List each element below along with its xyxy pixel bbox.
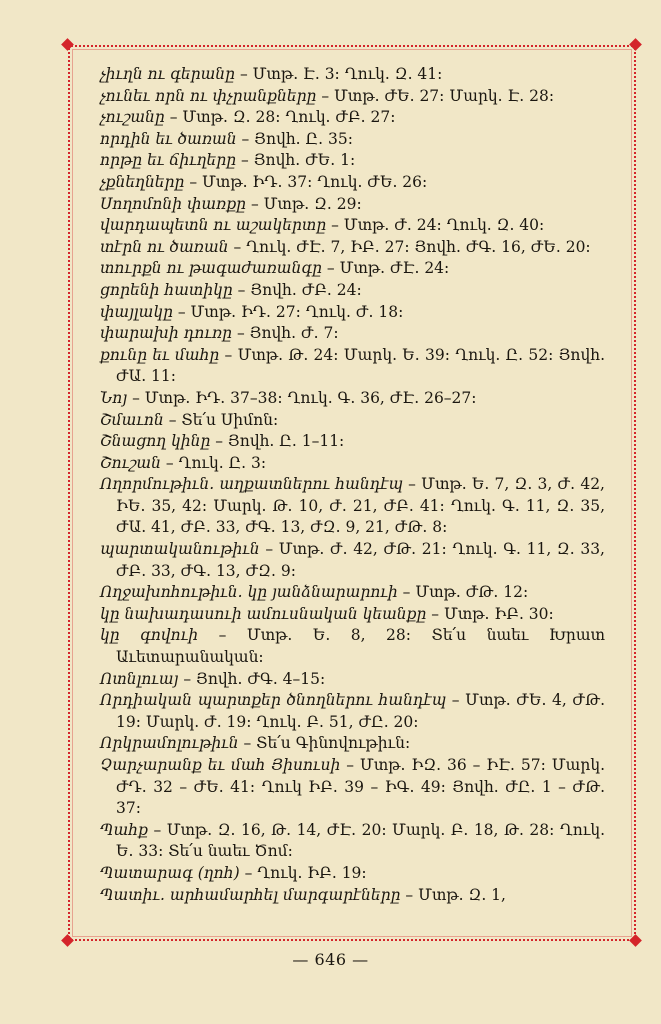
entry-heading: Որդիական պարտքեր ծնողներու հանդէպ <box>100 691 447 710</box>
entry-heading: չիւղն ու գերանը <box>100 65 236 83</box>
entry-references: – Մտթ. Է. 3: Ղուկ. Զ. 41: <box>235 65 443 83</box>
index-entry <box>100 280 605 302</box>
index-entry <box>100 194 605 216</box>
entry-heading: վարդապետն ու աշակերտը <box>100 216 327 235</box>
entry-references: – Յովհ. ԺԲ. 24: <box>232 280 362 299</box>
entry-heading: քունը եւ մահը <box>100 345 220 364</box>
entry-references: – Մտթ. ԺԵ. 4, ԺԹ. 19: Մարկ. Ժ. 19: Ղուկ. Բ. 51, ԺԸ. 20: <box>116 691 605 731</box>
entry-references: – Մտթ. Զ. 1, <box>400 885 506 904</box>
entry-heading: Պատիւ. արհամարհել մարգարէները <box>100 885 401 904</box>
index-entry <box>100 410 605 432</box>
index-entry <box>100 388 605 410</box>
entry-references: – Յովհ. Ը. 35: <box>236 129 353 148</box>
index-entry <box>100 453 605 475</box>
index-entry <box>100 431 605 453</box>
index-entry <box>100 323 605 345</box>
index-entry <box>100 669 605 691</box>
entry-references: – Մտթ. ԻԴ. 27: Ղուկ. Ժ. 18: <box>172 302 404 321</box>
entry-references: – Մտթ. Թ. 24: Մարկ. Ե. 39: Ղուկ. Ը. 52: Յովհ. ԺԱ. 11: <box>116 345 606 386</box>
entry-references: – Մտթ. ԺԵ. 27: Մարկ. Է. 28: <box>316 86 555 105</box>
entry-references: – Ղուկ. Ը. 3: <box>160 453 267 472</box>
entry-heading: Չարչարանք եւ մահ Յիսուսի <box>100 756 341 774</box>
entry-heading: տուրքն ու թագաժառանգը <box>100 259 322 278</box>
index-entry <box>100 539 605 582</box>
entry-heading: որդին եւ ծառան <box>100 129 237 148</box>
entry-references: – Մտթ. Զ. 16, Թ. 14, ԺԷ. 20: Մարկ. Բ. 18, Թ. 28: Ղուկ. Ե. 33: Տե՛ս նաեւ Ծոմ: <box>116 820 605 861</box>
index-entry <box>100 302 605 324</box>
entry-references: – Մտթ. Ժ. 24: Ղուկ. Զ. 40: <box>326 216 545 235</box>
index-entry <box>100 86 605 108</box>
entry-references: – Մտթ. ԺԷ. 24: <box>321 259 450 278</box>
entry-references: – Յովհ. Ժ. 7: <box>232 324 339 343</box>
entry-references: – Մտթ. Զ. 29: <box>246 194 362 213</box>
entry-references: – Յովհ. ԺԳ. 4–15: <box>178 669 326 688</box>
index-entry <box>100 733 605 755</box>
entry-references: – Մտթ. Ժ. 42, ԺԹ. 21: Ղուկ. Գ. 11, Զ. 33, ԺԲ. 33, ԺԳ. 13, ԺԶ. 9: <box>116 540 605 580</box>
index-entry <box>100 885 605 907</box>
entry-heading: տէրն ու ծառան <box>100 237 229 256</box>
entry-heading: Սողոմոնի փառքը <box>100 194 247 213</box>
index-entry <box>100 820 605 863</box>
entry-references: – Մտթ. Ե. 8, 28: Տե՛ս նաեւ Խրատ Աւետարանական: <box>116 626 605 667</box>
entry-heading: կը գովուի <box>100 626 199 645</box>
index-entry <box>100 474 605 539</box>
page-number: — 646 — <box>292 950 369 969</box>
entry-heading: չունեւ որն ու փչրանքները <box>100 86 317 105</box>
index-entry <box>100 172 605 194</box>
entry-references: – Մտթ. ԻԴ. 37: Ղուկ. ԺԵ. 26: <box>184 172 428 191</box>
index-entry <box>100 625 605 668</box>
index-entry <box>100 150 605 172</box>
index-entry <box>100 582 605 604</box>
index-entry <box>100 64 605 86</box>
entry-references: – Տե՛ս Գինովութիւն: <box>238 734 411 753</box>
entry-references: – Յովհ. ԺԵ. 1: <box>236 151 356 170</box>
entry-references: – Մտթ. ԻԶ. 36 – ԻԷ. 57: Մարկ. ԺԴ. 32 – ԺԵ. 41: Ղուկ ԻԲ. 39 – ԻԳ. 49: Յովհ. ԺԸ. 1 – ԺԹ. 37: <box>116 756 606 818</box>
entry-references: – Մտթ. ԻԴ. 37–38: Ղուկ. Գ. 36, ԺԷ. 26–27: <box>127 388 477 407</box>
entry-references: – Յովհ. Ը. 1–11: <box>210 432 345 451</box>
entry-heading: փայլակը <box>100 302 173 321</box>
entry-heading: Ոտնլուայ <box>100 669 179 688</box>
index-entry <box>100 345 605 388</box>
entry-heading: Նոյ <box>100 388 128 407</box>
entry-heading: չուշանը <box>100 108 165 127</box>
entry-heading: Շմաւոն <box>100 410 164 429</box>
index-entry <box>100 604 605 626</box>
entry-references: – Մտթ. Ե. 7, Զ. 3, Ժ. 42, ԻԵ. 35, 42: Մարկ. Թ. 10, Ժ. 21, ԺԲ. 41: Ղուկ. Գ. 11, Զ. 35, ԺԱ. 41, ԺԲ. 33, ԺԳ. 13, ԺԶ. 9, 21, ԺԹ. 8: <box>116 475 605 537</box>
entry-heading: կը նախադասուի ամուսնական կեանքը <box>100 604 427 623</box>
entry-heading: փարախի դուռը <box>100 324 233 343</box>
index-entries <box>100 64 605 906</box>
entry-references: – Մտթ. Զ. 28: Ղուկ. ԺԲ. 27: <box>164 108 396 127</box>
entry-heading: Պահք <box>100 820 148 839</box>
index-entry <box>100 237 605 259</box>
entry-references: – Մտթ. ԻԲ. 30: <box>426 604 554 623</box>
index-entry <box>100 258 605 280</box>
entry-heading: ցորենի հատիկը <box>100 280 233 299</box>
entry-references: – Ղուկ. ԻԲ. 19: <box>239 863 367 882</box>
index-entry <box>100 755 605 820</box>
entry-heading: Պատարագ (ղոհ) <box>100 863 240 882</box>
entry-heading: Ողջախոհութիւն. կը յանձնարարուի <box>100 583 398 602</box>
entry-heading: Շուշան <box>100 453 161 472</box>
index-entry <box>100 129 605 151</box>
entry-heading: Շնացող կինը <box>100 432 211 451</box>
index-entry <box>100 690 605 733</box>
index-entry <box>100 215 605 237</box>
entry-heading: որթը եւ ճիւղերը <box>100 151 237 170</box>
entry-heading: Որկրամոլութիւն <box>100 734 239 753</box>
entry-heading: պարտականութիւն <box>100 540 260 559</box>
entry-references: – Տե՛ս Սիմոն: <box>163 410 279 429</box>
entry-references: – Մտթ. ԺԹ. 12: <box>397 583 529 602</box>
entry-references: – Ղուկ. ԺԷ. 7, ԻԲ. 27: Յովհ. ԺԳ. 16, ԺԵ. 20: <box>228 237 591 256</box>
entry-heading: Ողորմութիւն. աղքատներու հանդէպ <box>100 475 403 494</box>
index-entry <box>100 107 605 129</box>
index-entry <box>100 863 605 885</box>
entry-heading: չքնեղները <box>100 172 185 191</box>
